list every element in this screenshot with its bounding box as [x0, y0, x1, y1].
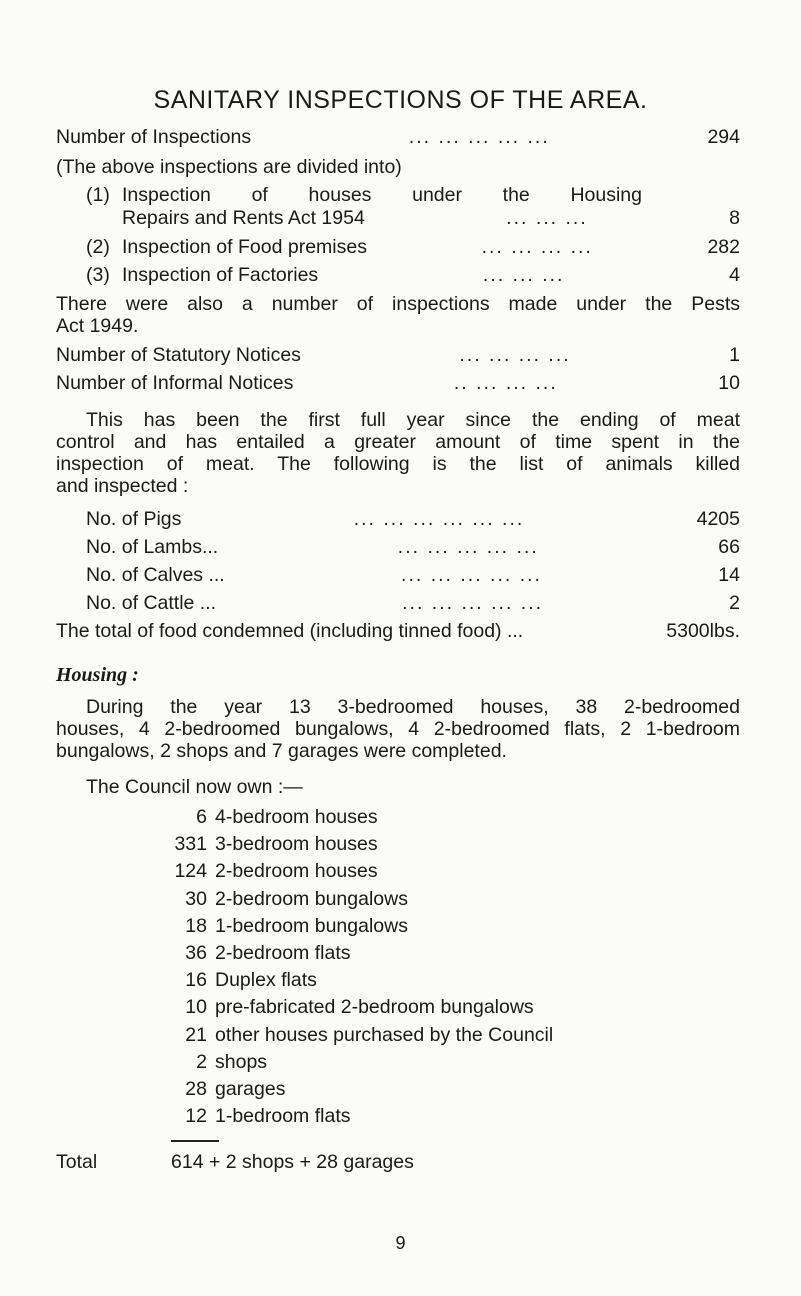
council-list-item	[160, 915, 408, 938]
inspection-item-2-value: 282	[707, 236, 740, 258]
council-list-item	[160, 860, 378, 883]
council-list-item	[160, 833, 378, 856]
council-list-item	[160, 996, 534, 1019]
page-title: SANITARY INSPECTIONS OF THE AREA.	[153, 86, 648, 114]
food-condemned-label: The total of food condemned (including tinned food) ...	[56, 620, 524, 642]
housing-total-value: 614 + 2 shops + 28 garages	[171, 1151, 414, 1173]
pests-line-2: Act 1949.	[56, 315, 139, 337]
leader-dots: ... ... ... ... ...	[402, 592, 544, 614]
council-item-description: 2-bedroom houses	[215, 860, 378, 883]
council-item-description: garages	[215, 1078, 286, 1100]
inspection-item-2-num: (2)	[86, 236, 110, 258]
animals-value: 4205	[696, 508, 740, 530]
total-inspections-label: Number of Inspections	[56, 126, 252, 148]
leader-dots: ... ... ... ...	[481, 236, 593, 258]
council-item-description: 2-bedroom flats	[215, 942, 351, 964]
council-item-count: 12	[185, 1105, 207, 1128]
council-item-description: 3-bedroom houses	[215, 833, 378, 856]
council-item-description: 1-bedroom bungalows	[215, 914, 408, 937]
council-list-item	[160, 1078, 285, 1101]
council-item-description: 2-bedroom bungalows	[215, 887, 408, 910]
total-rule	[171, 1140, 219, 1142]
council-item-count: 16	[185, 969, 207, 992]
council-item-description: 4-bedroom houses	[215, 806, 378, 828]
council-item-count: 18	[185, 914, 207, 937]
informal-notices-value: 10	[718, 372, 740, 394]
leader-dots: ... ... ... ... ...	[408, 126, 550, 148]
inspection-item-1-row	[122, 207, 740, 230]
housing-line-3: bungalows, 2 shops and 7 garages were completed.	[56, 740, 507, 762]
animals-label: No. of Cattle ...	[86, 592, 217, 614]
leader-dots: ... ... ... ... ...	[397, 536, 539, 558]
animals-label: No. of Calves ...	[86, 564, 225, 586]
council-item-count: 30	[185, 887, 207, 910]
inspection-item-3-label: Inspection of Factories	[122, 264, 319, 286]
statutory-notices-label: Number of Statutory Notices	[56, 344, 301, 366]
food-condemned-row	[56, 620, 740, 643]
council-intro: The Council now own :—	[86, 776, 303, 798]
inspection-item-3-value: 4	[729, 264, 740, 286]
council-list-item	[160, 969, 317, 992]
inspection-item-1-num: (1)	[86, 184, 110, 206]
pests-line-1: There were also a number of inspections made under the Pests	[56, 293, 740, 315]
leader-dots: .. ... ... ...	[453, 372, 558, 394]
leader-dots: ... ... ... ... ... ...	[353, 508, 525, 530]
divided-note: (The above inspections are divided into)	[56, 156, 402, 178]
animals-value: 66	[718, 536, 740, 558]
council-item-count: 28	[185, 1078, 207, 1100]
council-item-count: 21	[185, 1023, 207, 1046]
council-item-count: 331	[174, 833, 207, 856]
council-list-item	[160, 942, 350, 965]
leader-dots: ... ... ...	[506, 207, 588, 229]
animals-label: No. of Lambs...	[86, 536, 219, 558]
total-inspections-value: 294	[707, 126, 740, 148]
meat-paragraph-line-4: and inspected :	[56, 475, 189, 497]
council-list-item	[160, 1051, 267, 1074]
leader-dots: ... ... ...	[482, 264, 565, 286]
animals-value: 2	[729, 592, 740, 614]
inspection-item-1-value: 8	[729, 207, 740, 229]
meat-paragraph-line-1: This has been the first full year since the ending of meat	[86, 409, 740, 431]
statutory-notices-value: 1	[729, 344, 740, 366]
statutory-notices-row	[56, 344, 740, 367]
animals-row-calves	[86, 564, 740, 587]
council-item-count: 6	[196, 806, 207, 828]
council-item-description: shops	[215, 1050, 268, 1073]
food-condemned-value: 5300lbs.	[666, 620, 740, 642]
council-list-item	[160, 806, 378, 829]
housing-line-1: During the year 13 3-bedroomed houses, 38 2-bedroomed	[86, 696, 740, 718]
inspection-item-1-line2: Repairs and Rents Act 1954	[122, 207, 365, 229]
council-list-item	[160, 1024, 553, 1047]
housing-line-2: houses, 4 2-bedroomed bungalows, 4 2-bedroomed flats, 2 1-bedroom	[56, 718, 740, 740]
page-number: 9	[395, 1233, 406, 1253]
inspection-item-3-row	[122, 264, 740, 287]
total-inspections-row	[56, 126, 740, 149]
council-item-count: 2	[196, 1050, 207, 1073]
informal-notices-row	[56, 372, 740, 395]
animals-value: 14	[718, 564, 740, 586]
meat-paragraph-line-3: inspection of meat. The following is the list of animals killed	[56, 453, 740, 475]
inspection-item-2-label: Inspection of Food premises	[122, 236, 367, 258]
inspection-item-3-num: (3)	[86, 264, 110, 286]
animals-label: No. of Pigs	[86, 508, 182, 530]
animals-row-lambs	[86, 536, 740, 559]
meat-paragraph-line-2: control and has entailed a greater amount of time spent in the	[56, 431, 740, 453]
inspection-item-1-line1: Inspection of houses under the Housing	[122, 184, 642, 206]
council-item-description: 1-bedroom flats	[215, 1105, 351, 1128]
council-item-count: 10	[185, 996, 207, 1019]
informal-notices-label: Number of Informal Notices	[56, 372, 294, 394]
inspection-item-2-row	[122, 236, 740, 259]
housing-total-label: Total	[56, 1151, 98, 1173]
council-item-description: Duplex flats	[215, 969, 317, 992]
housing-heading: Housing :	[56, 664, 139, 686]
council-list-item	[160, 888, 408, 911]
council-item-description: other houses purchased by the Council	[215, 1023, 554, 1046]
animals-row-pigs	[86, 508, 740, 531]
council-item-count: 124	[174, 860, 207, 883]
leader-dots: ... ... ... ... ...	[401, 564, 542, 586]
council-item-description: pre-fabricated 2-bedroom bungalows	[215, 996, 534, 1019]
leader-dots: ... ... ... ...	[459, 344, 571, 366]
council-list-item	[160, 1105, 350, 1128]
animals-row-cattle	[86, 592, 740, 615]
council-item-count: 36	[185, 942, 207, 964]
